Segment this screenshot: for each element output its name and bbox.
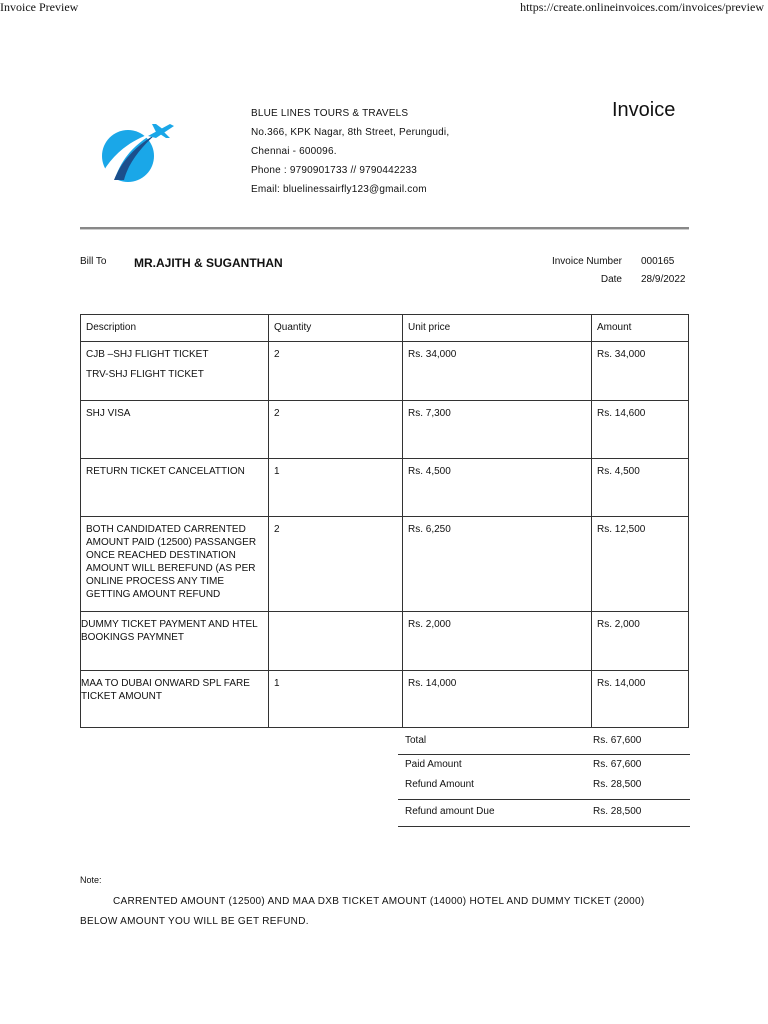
row-amount: Rs. 2,000	[592, 612, 689, 671]
row-quantity: 2	[269, 342, 403, 401]
row-unit-price: Rs. 14,000	[403, 671, 592, 728]
refund-value: Rs. 28,500	[593, 779, 642, 790]
paid-value: Rs. 67,600	[593, 759, 642, 770]
row-amount: Rs. 4,500	[592, 459, 689, 517]
due-label: Refund amount Due	[405, 806, 495, 817]
description-line: TRV-SHJ FLIGHT TICKET	[86, 369, 204, 380]
refund-label: Refund Amount	[405, 779, 474, 790]
document-title: Invoice	[612, 99, 676, 121]
header-description: Description	[81, 315, 269, 342]
table-row	[81, 459, 689, 517]
table-row	[81, 342, 689, 401]
date-value: 28/9/2022	[641, 274, 686, 285]
description-line: CJB –SHJ FLIGHT TICKET	[86, 349, 209, 360]
paid-label: Paid Amount	[405, 759, 462, 770]
browser-page-title: Invoice Preview	[0, 0, 79, 14]
row-description: BOTH CANDIDATED CARRENTED AMOUNT PAID (12500) PASSANGER ONCE REACHED DESTINATION AMOUNT WILL BEREFUND (AS PER ONLINE PROCESS ANY TIME GETTING AMOUNT REFUND	[81, 517, 269, 612]
row-amount: Rs. 14,000	[592, 671, 689, 728]
table-row	[81, 401, 689, 459]
header-amount: Amount	[592, 315, 689, 342]
header-quantity: Quantity	[269, 315, 403, 342]
row-description: RETURN TICKET CANCELATTION	[81, 459, 269, 517]
row-unit-price: Rs. 34,000	[403, 342, 592, 401]
header-divider	[80, 227, 689, 230]
table-row	[81, 612, 689, 671]
table-header-row	[81, 315, 689, 342]
totals-divider	[398, 799, 690, 800]
browser-url[interactable]: https://create.onlineinvoices.com/invoices/preview	[520, 0, 764, 14]
invoice-number-value: 000165	[641, 256, 675, 267]
row-quantity: 2	[269, 517, 403, 612]
company-address-line2: Chennai - 600096.	[251, 146, 337, 157]
company-address-line1: No.366, KPK Nagar, 8th Street, Perungudi,	[251, 127, 450, 138]
invoice-number-label: Invoice Number	[551, 256, 622, 267]
row-quantity: 1	[269, 459, 403, 517]
company-phone: Phone : 9790901733 // 9790442233	[251, 165, 417, 176]
row-quantity	[269, 612, 403, 671]
row-description: MAA TO DUBAI ONWARD SPL FARE TICKET AMOUNT	[81, 671, 269, 728]
row-unit-price: Rs. 2,000	[403, 612, 592, 671]
row-amount: Rs. 12,500	[592, 517, 689, 612]
table-row	[81, 517, 689, 612]
row-description: SHJ VISA	[81, 401, 269, 459]
airplane-globe-icon	[94, 118, 178, 182]
row-amount: Rs. 14,600	[592, 401, 689, 459]
line-items-table	[80, 314, 689, 728]
company-block	[251, 104, 449, 199]
note-label: Note:	[80, 875, 102, 885]
bill-to-label: Bill To	[80, 256, 107, 267]
row-description: DUMMY TICKET PAYMENT AND HTEL BOOKINGS PAYMNET	[81, 612, 269, 671]
total-value: Rs. 67,600	[593, 735, 642, 746]
table-row	[81, 671, 689, 728]
row-unit-price: Rs. 6,250	[403, 517, 592, 612]
date-label: Date	[600, 274, 622, 285]
header-unit-price: Unit price	[403, 315, 592, 342]
note-line-2: BELOW AMOUNT YOU WILL BE GET REFUND.	[80, 916, 309, 927]
note-line-1: CARRENTED AMOUNT (12500) AND MAA DXB TICKET AMOUNT (14000) HOTEL AND DUMMY TICKET (2000)	[113, 896, 645, 907]
total-label: Total	[405, 735, 427, 746]
row-amount: Rs. 34,000	[592, 342, 689, 401]
bill-to-name: MR.AJITH & SUGANTHAN	[134, 256, 283, 270]
company-name: BLUE LINES TOURS & TRAVELS	[251, 108, 409, 119]
row-unit-price: Rs. 4,500	[403, 459, 592, 517]
totals-divider	[398, 826, 690, 827]
row-quantity: 2	[269, 401, 403, 459]
row-description	[81, 342, 269, 401]
totals-divider	[398, 754, 690, 755]
row-unit-price: Rs. 7,300	[403, 401, 592, 459]
note-text	[80, 892, 680, 932]
due-value: Rs. 28,500	[593, 806, 642, 817]
company-email: Email: bluelinessairfly123@gmail.com	[251, 184, 427, 195]
row-quantity: 1	[269, 671, 403, 728]
